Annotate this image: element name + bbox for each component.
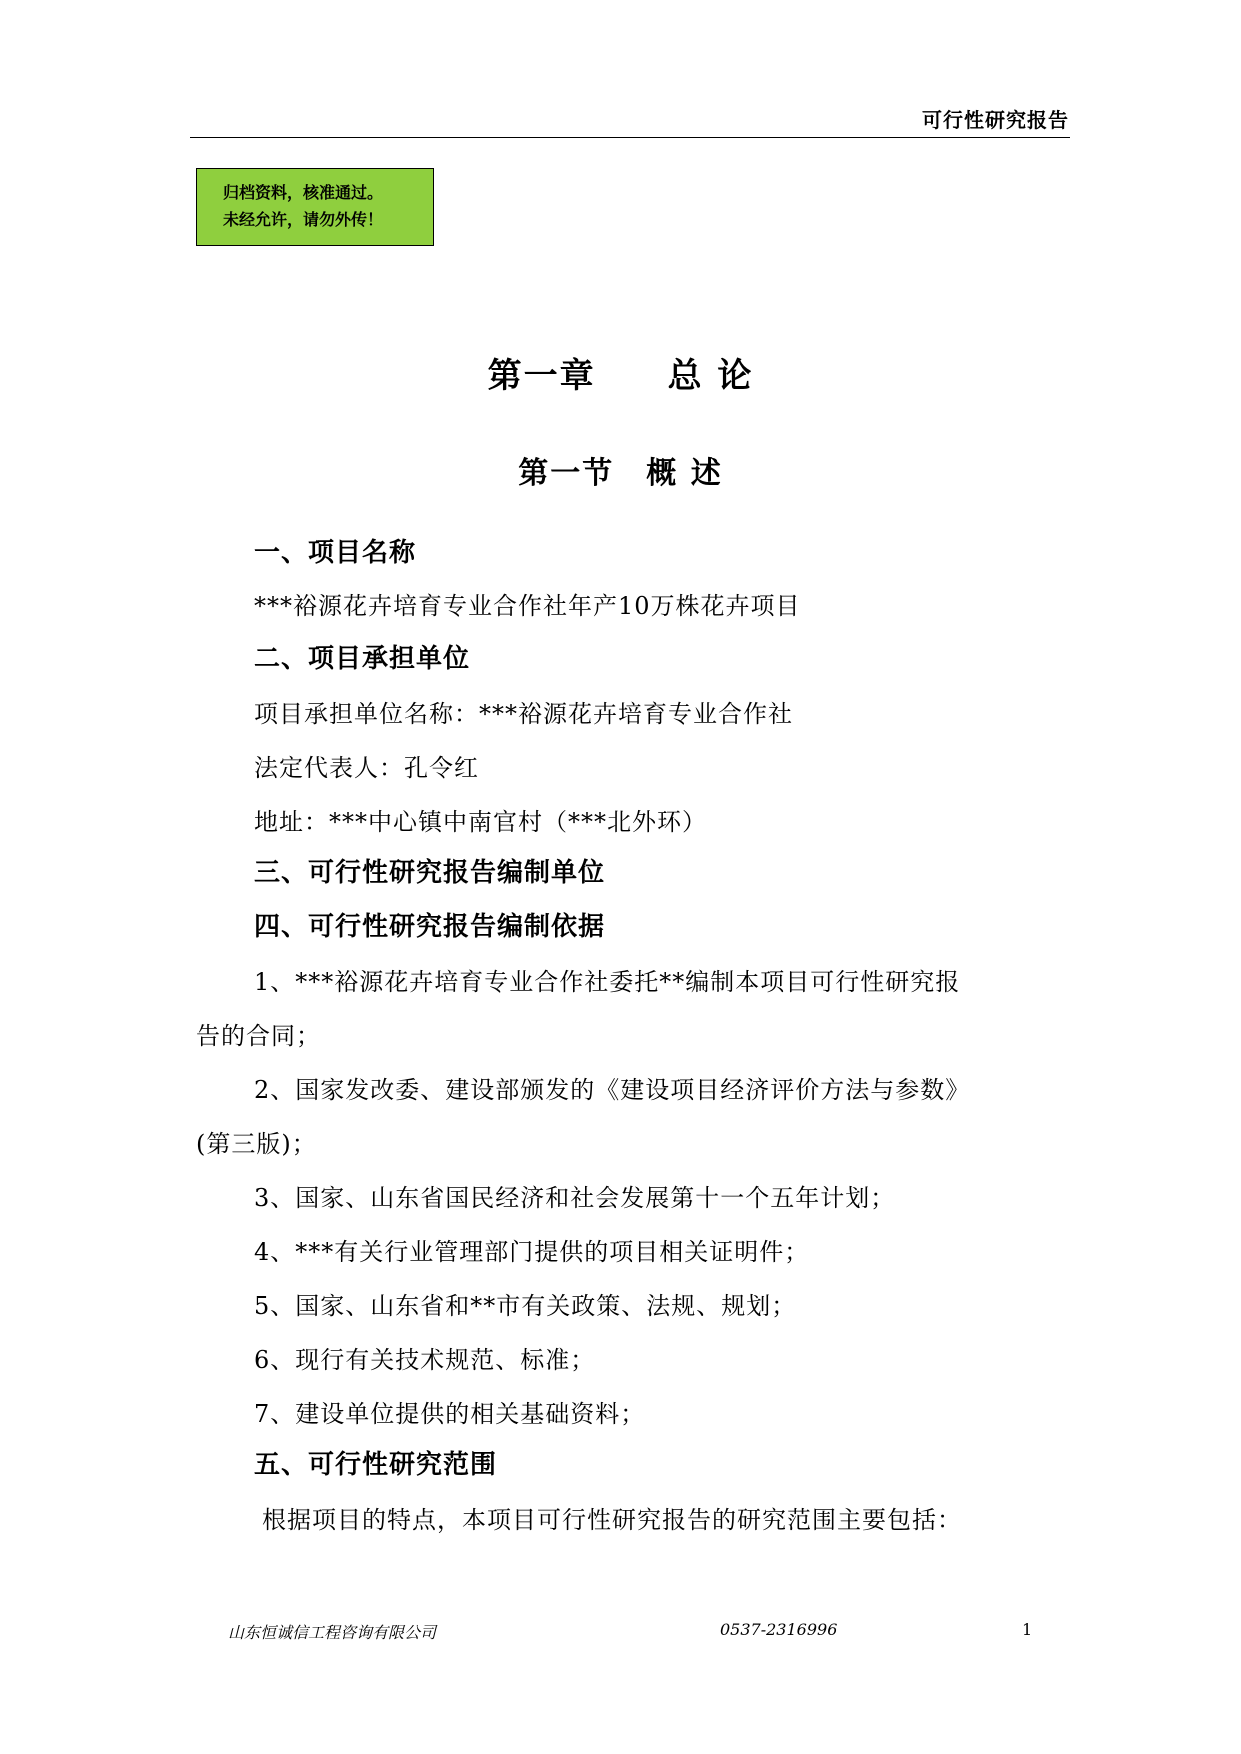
project-name-text: ***裕源花卉培育专业合作社年产10万株花卉项目 xyxy=(254,592,801,620)
basis-item-5: 5、国家、山东省和**市有关政策、法规、规划； xyxy=(254,1292,797,1320)
basis-item-2-cont: (第三版)； xyxy=(196,1130,317,1158)
address-text: 地址：***中心镇中南官村（***北外环） xyxy=(254,808,707,836)
basis-item-4: 4、***有关行业管理部门提供的项目相关证明件； xyxy=(254,1238,810,1266)
header-rule xyxy=(190,137,1070,138)
stamp-line-2: 未经允许，请勿外传！ xyxy=(223,210,384,229)
undertaker-name-text: 项目承担单位名称：***裕源花卉培育专业合作社 xyxy=(254,700,793,728)
section-title: 第一节 概 述 xyxy=(518,456,723,491)
basis-item-7: 7、建设单位提供的相关基础资料； xyxy=(254,1400,646,1428)
basis-item-1-cont: 告的合同； xyxy=(196,1022,321,1050)
heading-report-basis: 四、可行性研究报告编制依据 xyxy=(254,912,606,942)
archive-stamp xyxy=(196,168,434,246)
heading-project-name: 一、项目名称 xyxy=(254,538,417,568)
chapter-title: 第一章 总 论 xyxy=(487,356,754,396)
footer-company: 山东恒诚信工程咨询有限公司 xyxy=(228,1623,437,1642)
research-scope-text: 根据项目的特点，本项目可行性研究报告的研究范围主要包括： xyxy=(262,1506,962,1534)
heading-research-scope: 五、可行性研究范围 xyxy=(254,1450,498,1480)
heading-report-compiler: 三、可行性研究报告编制单位 xyxy=(254,858,606,888)
legal-representative-text: 法定代表人：孔令红 xyxy=(254,754,479,782)
heading-project-undertaker: 二、项目承担单位 xyxy=(254,644,471,674)
basis-item-6: 6、现行有关技术规范、标准； xyxy=(254,1346,596,1374)
basis-item-2: 2、国家发改委、建设部颁发的《建设项目经济评价方法与参数》 xyxy=(254,1076,971,1104)
basis-item-1: 1、***裕源花卉培育专业合作社委托**编制本项目可行性研究报 xyxy=(254,968,961,996)
basis-item-3: 3、国家、山东省国民经济和社会发展第十一个五年计划； xyxy=(254,1184,896,1212)
page-number: 1 xyxy=(1022,1620,1033,1639)
footer-phone: 0537-2316996 xyxy=(720,1620,838,1639)
stamp-line-1: 归档资料，核准通过。 xyxy=(223,183,384,202)
header-title: 可行性研究报告 xyxy=(922,108,1069,132)
